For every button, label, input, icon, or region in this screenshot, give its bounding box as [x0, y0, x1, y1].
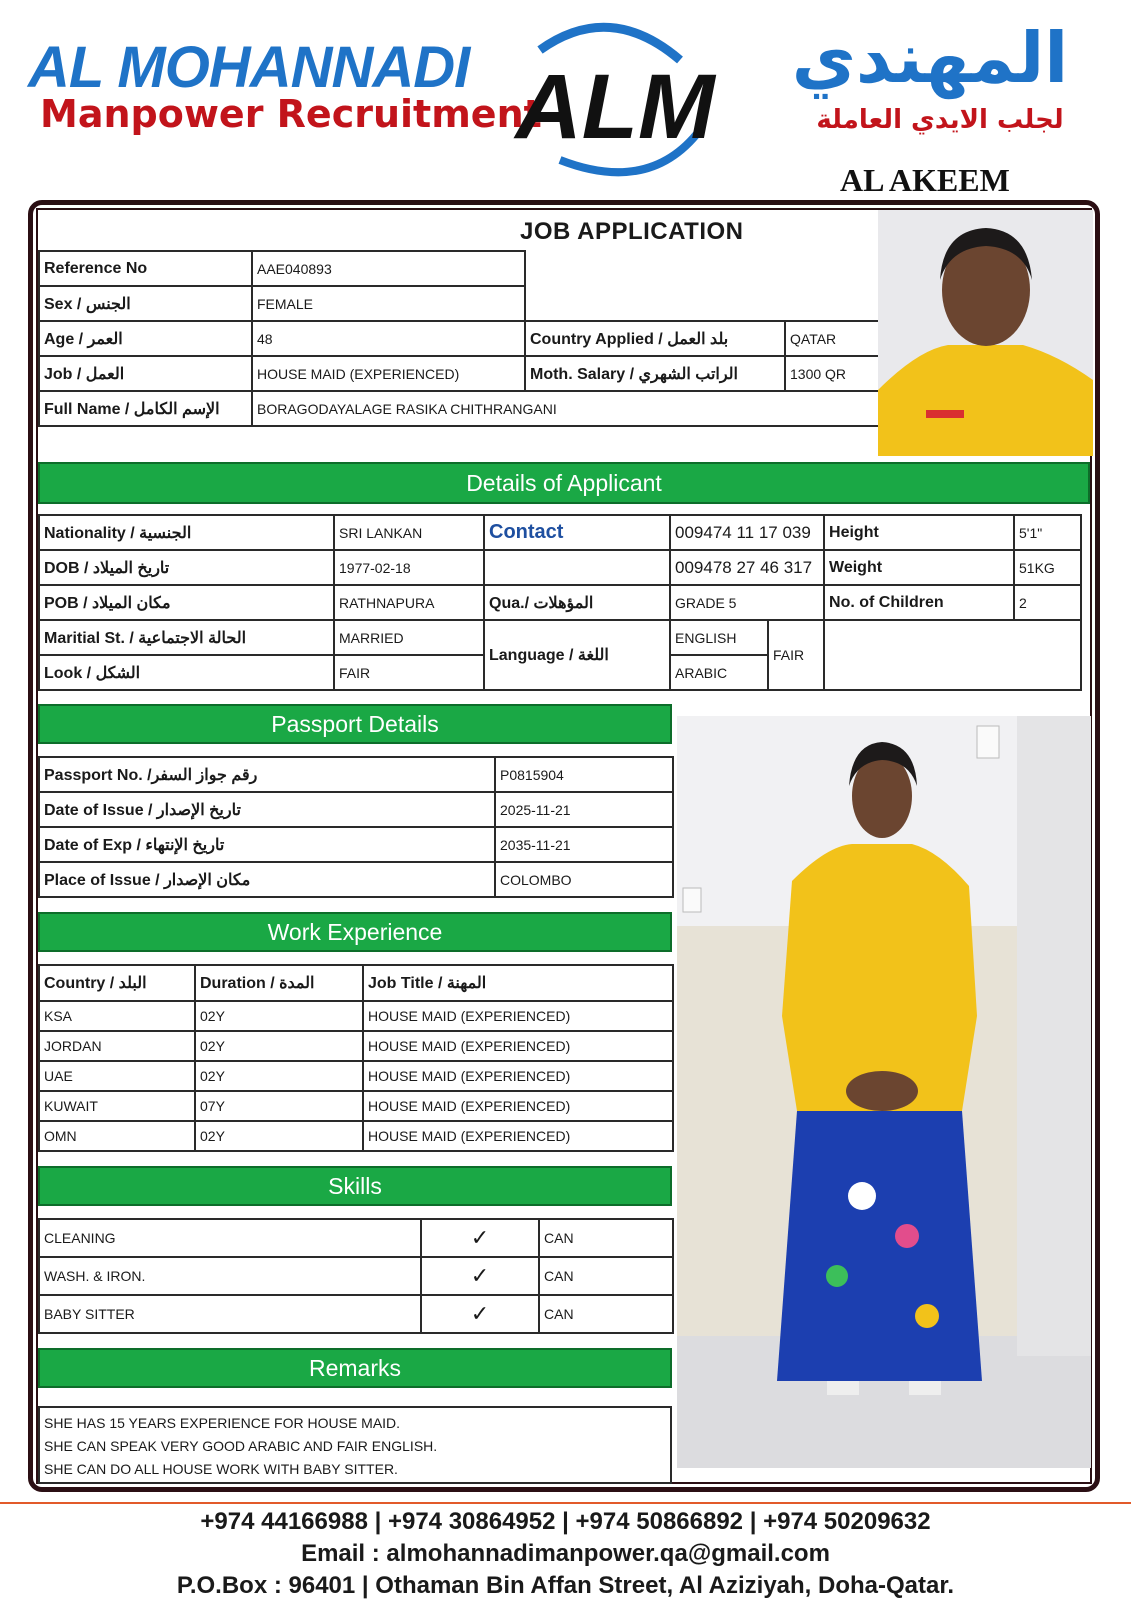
blue-skirt: [777, 1111, 982, 1381]
footer-email: Email : almohannadimanpower.qa@gmail.com: [301, 1540, 830, 1567]
work-duration: 02Y: [195, 1121, 363, 1151]
details-section-bar: Details of Applicant: [38, 462, 1090, 504]
thermostat-icon: [977, 726, 999, 758]
look-value: FAIR: [334, 655, 484, 690]
skill-level: CAN: [539, 1219, 673, 1257]
weight-label: Weight: [824, 550, 1014, 585]
language-english: ENGLISH: [670, 620, 768, 655]
job-label: Job / العمل: [39, 356, 252, 391]
work-country: JORDAN: [39, 1031, 195, 1061]
remarks-box: [38, 1406, 672, 1484]
full-name-value: BORAGODAYALAGE RASIKA CHITHRANGANI: [252, 391, 879, 426]
work-duration: 02Y: [195, 1001, 363, 1031]
language-arabic: ARABIC: [670, 655, 768, 690]
passport-no-label: Passport No. /رقم جواز السفر: [39, 757, 495, 792]
qualification-value: GRADE 5: [670, 585, 824, 620]
table-row: [39, 1061, 673, 1091]
work-title: HOUSE MAID (EXPERIENCED): [363, 1091, 673, 1121]
footer-divider: [0, 1502, 1131, 1504]
remarks-line: SHE HAS 15 YEARS EXPERIENCE FOR HOUSE MAID.: [44, 1415, 401, 1431]
phone-primary: 009474 11 17 039: [670, 515, 824, 550]
yellow-hoodie: [782, 844, 977, 1111]
table-row: [39, 1001, 673, 1031]
col-job-title: Job Title / المهنة: [363, 965, 673, 1001]
table-row: [39, 1257, 673, 1295]
remarks-section-bar: Remarks: [38, 1348, 672, 1388]
col-country: Country / البلد: [39, 965, 195, 1001]
passport-no-value: P0815904: [495, 757, 673, 792]
country-applied-value: QATAR: [785, 321, 879, 356]
brand-name-arabic: المهندي: [791, 17, 1069, 99]
footer-phones: +974 44166988 | +974 30864952 | +974 50866892 | +974 50209632: [200, 1508, 931, 1535]
expiry-date-label: Date of Exp / تاريخ الإنتهاء: [39, 827, 495, 862]
left-sandal: [827, 1381, 859, 1395]
contact-label: Contact: [489, 521, 564, 543]
work-country: KUWAIT: [39, 1091, 195, 1121]
sex-label: Sex / الجنس: [39, 286, 252, 321]
issue-date-value: 2025-11-21: [495, 792, 673, 827]
work-country: UAE: [39, 1061, 195, 1091]
full-name-label: Full Name / الإسم الكامل: [39, 391, 252, 426]
skirt-flower-4: [915, 1304, 939, 1328]
pob-value: RATHNAPURA: [334, 585, 484, 620]
age-value: 48: [252, 321, 525, 356]
branch-name: AL AKEEM: [840, 162, 1010, 198]
photo-door-frame: [1017, 716, 1091, 1356]
table-row: [39, 1295, 673, 1333]
skills-table: [38, 1218, 674, 1334]
checkmark-icon: ✓: [421, 1257, 539, 1295]
salary-label: Moth. Salary / الراتب الشهري: [525, 356, 785, 391]
dob-label: DOB / تاريخ الميلاد: [39, 550, 334, 585]
skill-name: WASH. & IRON.: [39, 1257, 421, 1295]
right-sandal: [909, 1381, 941, 1395]
applicant-portrait-photo: [878, 210, 1093, 456]
table-row: [39, 1091, 673, 1121]
checkmark-icon: ✓: [421, 1295, 539, 1333]
job-value: HOUSE MAID (EXPERIENCED): [252, 356, 525, 391]
children-label: No. of Children: [824, 585, 1014, 620]
children-value: 2: [1014, 585, 1081, 620]
language-level: FAIR: [768, 620, 824, 690]
skills-section-bar: Skills: [38, 1166, 672, 1206]
applicant-basic-table: [38, 250, 880, 427]
marital-label: Maritial St. / الحالة الاجتماعية: [39, 620, 334, 655]
work-duration: 02Y: [195, 1031, 363, 1061]
phone-secondary: 009478 27 46 317: [670, 550, 824, 585]
brand-name: AL MOHANNADI: [28, 35, 470, 100]
remarks-line: SHE CAN DO ALL HOUSE WORK WITH BABY SITTER.: [44, 1461, 398, 1477]
work-experience-table: [38, 964, 674, 1152]
work-country: KSA: [39, 1001, 195, 1031]
issue-date-label: Date of Issue / تاريخ الإصدار: [39, 792, 495, 827]
table-row: [39, 1031, 673, 1061]
skill-level: CAN: [539, 1257, 673, 1295]
country-applied-label: Country Applied / بلد العمل: [525, 321, 785, 356]
work-duration: 02Y: [195, 1061, 363, 1091]
qualification-label: Qua./ المؤهلات: [484, 585, 670, 620]
brand-subtitle-arabic: لجلب الايدي العاملة: [816, 105, 1064, 135]
look-label: Look / الشكل: [39, 655, 334, 690]
skill-level: CAN: [539, 1295, 673, 1333]
issue-place-value: COLOMBO: [495, 862, 673, 897]
table-row: [39, 1219, 673, 1257]
height-label: Height: [824, 515, 1014, 550]
table-row: [39, 1121, 673, 1151]
page-title: JOB APPLICATION: [520, 218, 744, 245]
ref-value: AAE040893: [252, 251, 525, 286]
marital-value: MARRIED: [334, 620, 484, 655]
dob-value: 1977-02-18: [334, 550, 484, 585]
work-title: HOUSE MAID (EXPERIENCED): [363, 1001, 673, 1031]
alm-logo: [500, 20, 730, 180]
ref-label: Reference No: [39, 251, 252, 286]
work-title: HOUSE MAID (EXPERIENCED): [363, 1061, 673, 1091]
passport-section-bar: Passport Details: [38, 704, 672, 744]
work-country: OMN: [39, 1121, 195, 1151]
applicant-details-table: [38, 514, 1082, 691]
wall-switch-icon: [683, 888, 701, 912]
footer-address: P.O.Box : 96401 | Othaman Bin Affan Street, Al Aziziyah, Doha-Qatar.: [176, 1572, 955, 1599]
skirt-flower-1: [848, 1182, 876, 1210]
salary-value: 1300 QR: [785, 356, 879, 391]
applicant-full-body-photo: [677, 716, 1091, 1468]
work-experience-section-bar: Work Experience: [38, 912, 672, 952]
nationality-value: SRI LANKAN: [334, 515, 484, 550]
work-title: HOUSE MAID (EXPERIENCED): [363, 1031, 673, 1061]
language-label: Language / اللغة: [484, 620, 670, 690]
expiry-date-value: 2035-11-21: [495, 827, 673, 862]
hands-shape: [846, 1071, 918, 1111]
work-title: HOUSE MAID (EXPERIENCED): [363, 1121, 673, 1151]
sex-value: FEMALE: [252, 286, 525, 321]
pob-label: POB / مكان الميلاد: [39, 585, 334, 620]
skirt-flower-2: [895, 1224, 919, 1248]
skill-name: CLEANING: [39, 1219, 421, 1257]
issue-place-label: Place of Issue / مكان الإصدار: [39, 862, 495, 897]
remarks-line: SHE CAN SPEAK VERY GOOD ARABIC AND FAIR ENGLISH.: [44, 1438, 438, 1454]
brand-subtitle: Manpower Recruitment: [40, 92, 542, 136]
skill-name: BABY SITTER: [39, 1295, 421, 1333]
height-value: 5'1": [1014, 515, 1081, 550]
age-label: Age / العمر: [39, 321, 252, 356]
col-duration: Duration / المدة: [195, 965, 363, 1001]
hoodie-logo-mark: [926, 410, 964, 418]
checkmark-icon: ✓: [421, 1219, 539, 1257]
weight-value: 51KG: [1014, 550, 1081, 585]
logo-text: ALM: [515, 56, 715, 158]
passport-table: [38, 756, 674, 898]
work-duration: 07Y: [195, 1091, 363, 1121]
nationality-label: Nationality / الجنسية: [39, 515, 334, 550]
skirt-flower-3: [826, 1265, 848, 1287]
